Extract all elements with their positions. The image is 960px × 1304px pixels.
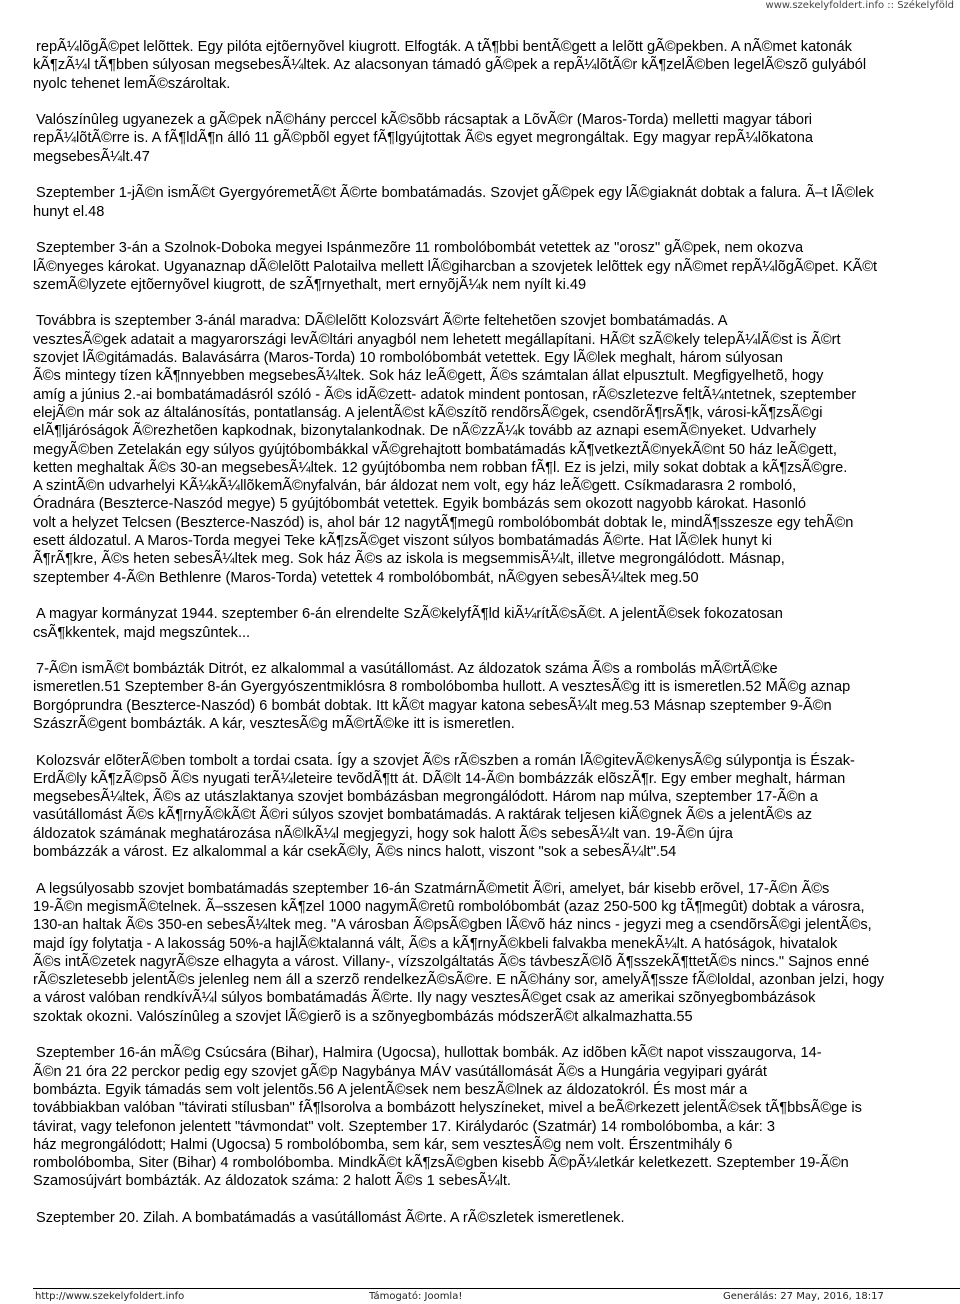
paragraph-line: repÃ¼lõtÃ©rre is. A fÃ¶ldÃ¶n álló 11 gÃ©pbõl egyet fÃ¶lgyújtottak Ã©s egyet megrongáltak. Egy magyar repÃ¼lõkatona	[33, 130, 813, 147]
paragraph-line: bombázta. Egyik támadás sem volt jelentõs.56 A jelentÃ©sek nem beszÃ©lnek az áldozatokról. És most már a	[33, 1081, 748, 1098]
paragraph-line: a várost valóban rendkívÃ¼l súlyos bombatámadás Ã©rte. Ily nagy vesztesÃ©get csak az amerikai szõnyegbombázások	[33, 990, 816, 1007]
paragraph-line: csÃ¶kkentek, majd megszûntek...	[33, 624, 251, 641]
paragraph-line: ismeretlen.51 Szeptember 8-án Gyergyószentmiklósra 8 rombolóbomba hullott. A vesztesÃ©g itt is ismeretlen.52 MÃ©g aznap	[33, 679, 851, 696]
paragraph-line: Szeptember 16-án mÃ©g Csúcsára (Bihar), Halmira (Ugocsa), hullottak bombák. Az idõben kÃ©t napot visszaugorva, 14-	[36, 1045, 822, 1062]
paragraph-line: Borgóprundra (Beszterce-Naszód) 6 bombát dobtak. Itt kÃ©t magyar katona sebesÃ¼lt meg.53 Másnap szeptember 9-Ã©n	[33, 697, 832, 714]
paragraph-line: repÃ¼lõgÃ©pet lelõttek. Egy pilóta ejtõernyõvel kiugrott. Elfogták. A tÃ¶bbi bentÃ©gett a lelõtt gÃ©pekben. A nÃ©met katonák	[36, 39, 852, 55]
paragraph-line: 7-Ã©n ismÃ©t bombázták Ditrót, ez alkalommal a vasútállomást. Az áldozatok száma Ã©s a rombolás mÃ©rtÃ©ke	[36, 661, 778, 678]
paragraph-line: esett áldozatul. A Maros-Torda megyei Teke kÃ¶zsÃ©get viszont súlyos bombatámadás Ã©rte. Hat lÃ©lek hunyt ki	[33, 533, 773, 550]
page-footer	[33, 1288, 960, 1304]
paragraph-line: ErdÃ©ly kÃ¶zÃ©psõ Ã©s nyugati terÃ¼leteire tevõdÃ¶tt át. DÃ©lt 14-Ã©n bombázzák elõszÃ¶r. Egy ember meghalt, hárman	[33, 770, 846, 787]
paragraph-line: A szintÃ©n udvarhelyi KÃ¼kÃ¼llõkemÃ©nyfalván, bár áldozat nem volt, egy ház leÃ©gett. Csíkmadarasra 2 romboló,	[33, 478, 797, 495]
paragraph	[33, 752, 960, 862]
paragraph-line: SzászrÃ©gent bombázták. A kár, vesztesÃ©g mÃ©rtÃ©ke itt is ismeretlen.	[33, 715, 515, 732]
paragraph-line: nyolc tehenet lemÃ©szároltak.	[33, 75, 231, 92]
paragraph-line: Ã¶rÃ¶kre, Ã©s heten sebesÃ¼ltek meg. Sok ház Ã©s az iskola is megsemmisÃ¼lt, illetve megrongálódott. Másnap,	[33, 551, 785, 568]
paragraph	[33, 880, 960, 1026]
paragraph	[33, 1044, 960, 1190]
paragraph-line: A legsúlyosabb szovjet bombatámadás szeptember 16-án SzatmárnÃ©metit Ã©ri, amelyet, bár kisebb erõvel, 17-Ã©n Ã©s	[36, 880, 830, 897]
paragraph-line: hunyt el.48	[33, 203, 105, 220]
paragraph-line: vasútállomást Ã©s kÃ¶rnyÃ©kÃ©t Ã©ri súlyos szovjet bombatámadás. A raktárak teljesen kiÃ©gnek Ã©s a jelentÃ©s az	[33, 807, 813, 824]
footer-sponsor: Támogató: Joomla!	[369, 1291, 463, 1302]
paragraph-line: megsebesÃ¼ltek, Ã©s az utászlaktanya szovjet bombázásban megrongálódott. Három nap múlva, szeptember 17-Ã©n a	[33, 789, 818, 806]
paragraph	[33, 184, 960, 221]
article-body	[33, 38, 960, 1246]
paragraph-line: volt a helyzet Telcsen (Beszterce-Naszód) is, ahol bár 12 nagytÃ¶megû rombolóbombát dobtak le, mindÃ¶sszesze egy tehÃ©n	[33, 514, 854, 531]
paragraph-line: elejÃ©n már sok az általánosítás, pontatlanság. A jelentÃ©st kÃ©szítõ rendõrsÃ©gek, csendõrÃ¶rsÃ¶k, városi-kÃ¶zsÃ©gi	[33, 404, 823, 421]
paragraph-line: Valószínûleg ugyanezek a gÃ©pek nÃ©hány perccel kÃ©sõbb rácsaptak a LõvÃ©r (Maros-Torda) melletti magyar tábori	[36, 112, 813, 129]
paragraph-line: majd így folytatja - A lakosság 50%-a hajlÃ©ktalanná vált, Ã©s a kÃ¶rnyÃ©kbeli falvakba menekÃ¼lt. A hatóságok, hivatalok	[33, 935, 838, 952]
paragraph-line: megsebesÃ¼lt.47	[33, 148, 150, 165]
site-header-url[interactable]: www.szekelyfoldert.info :: Székelyföld	[765, 0, 954, 11]
paragraph-line: Óradnára (Beszterce-Naszód megye) 5 gyújtóbombát vetettek. Egyik bombázás sem okozott nagyobb károkat. Hasonló	[33, 496, 807, 513]
paragraph-line: elÃ¶ljáróságok Ã©rezhetõen kapkodnak, bizonytalankodnak. De nÃ©zzÃ¼k tovább az aznapi esemÃ©nyeket. Udvarhely	[33, 423, 817, 440]
paragraph-line: szemÃ©lyzete ejtõernyõvel kiugrott, de szÃ¶rnyethalt, mert ernyõjÃ¼k nem nyílt ki.49	[33, 276, 587, 293]
paragraph-line: 19-Ã©n megismÃ©telnek. Ã–sszesen kÃ¶zel 1000 nagymÃ©retû rombolóbombát (azaz 250-500 kg tÃ¶megût) dobtak a városra,	[33, 898, 865, 915]
paragraph-line: vesztesÃ©gek adatait a magyarországi levÃ©ltári anyagból nem lehetett megállapítani. HÃ©t szÃ©kely telepÃ¼lÃ©st is Ã©rt	[33, 331, 841, 348]
paragraph	[33, 239, 960, 294]
paragraph-line: Ã©n 21 óra 22 perckor pedig egy szovjet gÃ©p Nagybánya MÁV vasútállomását Ã©s a Hungária vegyipari gyárát	[33, 1063, 767, 1080]
paragraph	[33, 605, 960, 642]
paragraph-line: ház megrongálódott; Halmi (Ugocsa) 5 rombolóbomba, sem kár, sem vesztesÃ©g nem volt. Érszentmihály 6	[33, 1136, 733, 1153]
paragraph-line: szeptember 4-Ã©n Bethlenre (Maros-Torda) vetettek 4 rombolóbombát, nÃ©gyen sebesÃ¼ltek meg.50	[33, 569, 699, 586]
paragraph	[33, 660, 960, 733]
paragraph-line: Szamosújvárt bombázták. Az áldozatok száma: 2 halott Ã©s 1 sebesÃ¼lt.	[33, 1173, 511, 1190]
paragraph-line: továbbiakban valóban "távirati stílusban" fÃ¶lsorolva a bombázott helyszíneket, mivel a beÃ©rkezett jelentÃ©sek tÃ¶bbsÃ©ge is	[33, 1100, 862, 1117]
paragraph-line: áldozatok számának meghatározása nÃ©lkÃ¼l megjegyzi, hogy sok halott Ã©s sebesÃ¼lt van. 19-Ã©n újra	[33, 825, 733, 842]
paragraph-line: lÃ©nyeges károkat. Ugyanaznap dÃ©lelõtt Palotailva mellett lÃ©giharcban a szovjetek lelõttek egy nÃ©met repÃ¼lõgÃ©pet. KÃ©t	[33, 258, 878, 275]
paragraph	[33, 111, 960, 166]
paragraph	[33, 1209, 960, 1227]
paragraph-line: szoktak okozni. Valószínûleg a szovjet lÃ©gierõ is a szõnyegbombázás módszerÃ©t alkalmazhatta.55	[33, 1008, 693, 1025]
footer-generated: Generálás: 27 May, 2016, 18:17	[723, 1291, 884, 1302]
paragraph-line: rombolóbomba, Siter (Bihar) 4 rombolóbomba. MindkÃ©t kÃ¶zsÃ©gben kisebb Ã©pÃ¼letkár keletkezett. Szeptember 19-Ã©n	[33, 1155, 849, 1172]
paragraph-line: rÃ©szletesebb jelentÃ©s jelenleg nem áll a szerzõ rendelkezÃ©sÃ©re. E nÃ©hány sor, amelyÃ¶ssze fÃ©loldal, azonban jelzi, hogy	[33, 972, 885, 989]
paragraph-line: megyÃ©ben Zetelakán egy súlyos gyújtóbombákkal vÃ©grehajtott bombatámadás kÃ¶vetkeztÃ©nyekÃ©nt 50 ház leÃ©gett,	[33, 441, 837, 458]
paragraph-line: kÃ¶zÃ¼l tÃ¶bben súlyosan megsebesÃ¼ltek. Az alacsonyan támadó gÃ©pek a repÃ¼lõtÃ©r kÃ¶zelÃ©ben legelÃ©szõ gulyából	[33, 57, 867, 74]
paragraph-line: 130-an haltak Ã©s 350-en sebesÃ¼ltek meg. "A városban Ã©psÃ©gben lÃ©võ ház nincs - jegyzi meg a csendõrsÃ©gi jelentÃ©s,	[33, 917, 872, 934]
paragraph-line: Kolozsvár elõterÃ©ben tombolt a tordai csata. Így a szovjet Ã©s rÃ©szben a román lÃ©gitevÃ©kenysÃ©g súlypontja is Észak-	[36, 752, 855, 769]
paragraph-line: amíg a június 2.-ai bombatámadásról szóló - Ã©s idÃ©zett- adatok mindent pontosan, rÃ©szletezve feltÃ¼ntetnek, szeptember	[33, 386, 857, 403]
paragraph-line: Szeptember 1-jÃ©n ismÃ©t GyergyóremetÃ©t Ã©rte bombatámadás. Szovjet gÃ©pek egy lÃ©giaknát dobtak a falura. Ã–t lÃ©lek	[36, 185, 874, 202]
paragraph-line: Szeptember 20. Zilah. A bombatámadás a vasútállomást Ã©rte. A rÃ©szletek ismeretlenek.	[36, 1210, 625, 1226]
paragraph-line: Továbbra is szeptember 3-ánál maradva: DÃ©lelõtt Kolozsvárt Ã©rte feltehetõen szovjet bombatámadás. A	[36, 313, 728, 330]
paragraph-line: Ã©s intÃ©zetek nagyrÃ©sze elhagyta a várost. Villany-, vízszolgáltatás Ã©s távbeszÃ©lõ Ã¶sszekÃ¶ttetÃ©s nincs." Sajnos enné	[33, 953, 870, 970]
paragraph-line: A magyar kormányzat 1944. szeptember 6-án elrendelte SzÃ©kelyfÃ¶ld kiÃ¼rítÃ©sÃ©t. A jelentÃ©sek fokozatosan	[36, 606, 783, 623]
paragraph-line: Szeptember 3-án a Szolnok-Doboka megyei Ispánmezõre 11 rombolóbombát vetettek az "orosz" gÃ©pek, nem okozva	[36, 240, 804, 257]
footer-url[interactable]: http://www.szekelyfoldert.info	[35, 1291, 185, 1302]
paragraph-line: szovjet lÃ©gitámadás. Balavásárra (Maros-Torda) 10 rombolóbombát vetettek. Egy lÃ©lek meghalt, három súlyosan	[33, 350, 783, 367]
paragraph-line: Ã©s mintegy tízen kÃ¶nnyebben megsebesÃ¼ltek. Sok ház leÃ©gett, Ã©s számtalan állat elpusztult. Megfigyelhetõ, hogy	[33, 368, 824, 385]
paragraph	[33, 312, 960, 586]
paragraph-line: bombázzák a várost. Ez alkalommal a kár csekÃ©ly, Ã©s nincs halott, viszont "sok a sebesÃ¼lt".54	[33, 844, 677, 861]
paragraph	[33, 38, 960, 93]
paragraph-line: ketten meghaltak Ã©s 30-an megsebesÃ¼ltek. 12 gyújtóbomba nem robban fÃ¶l. Ez is jelzi, mily sokat dobtak a kÃ¶zsÃ©gre.	[33, 459, 848, 476]
paragraph-line: távirat, vagy telefonon jelentett "távmondat" volt. Szeptember 17. Királydaróc (Szatmár) 14 rombolóbomba, a kár: 3	[33, 1118, 776, 1135]
